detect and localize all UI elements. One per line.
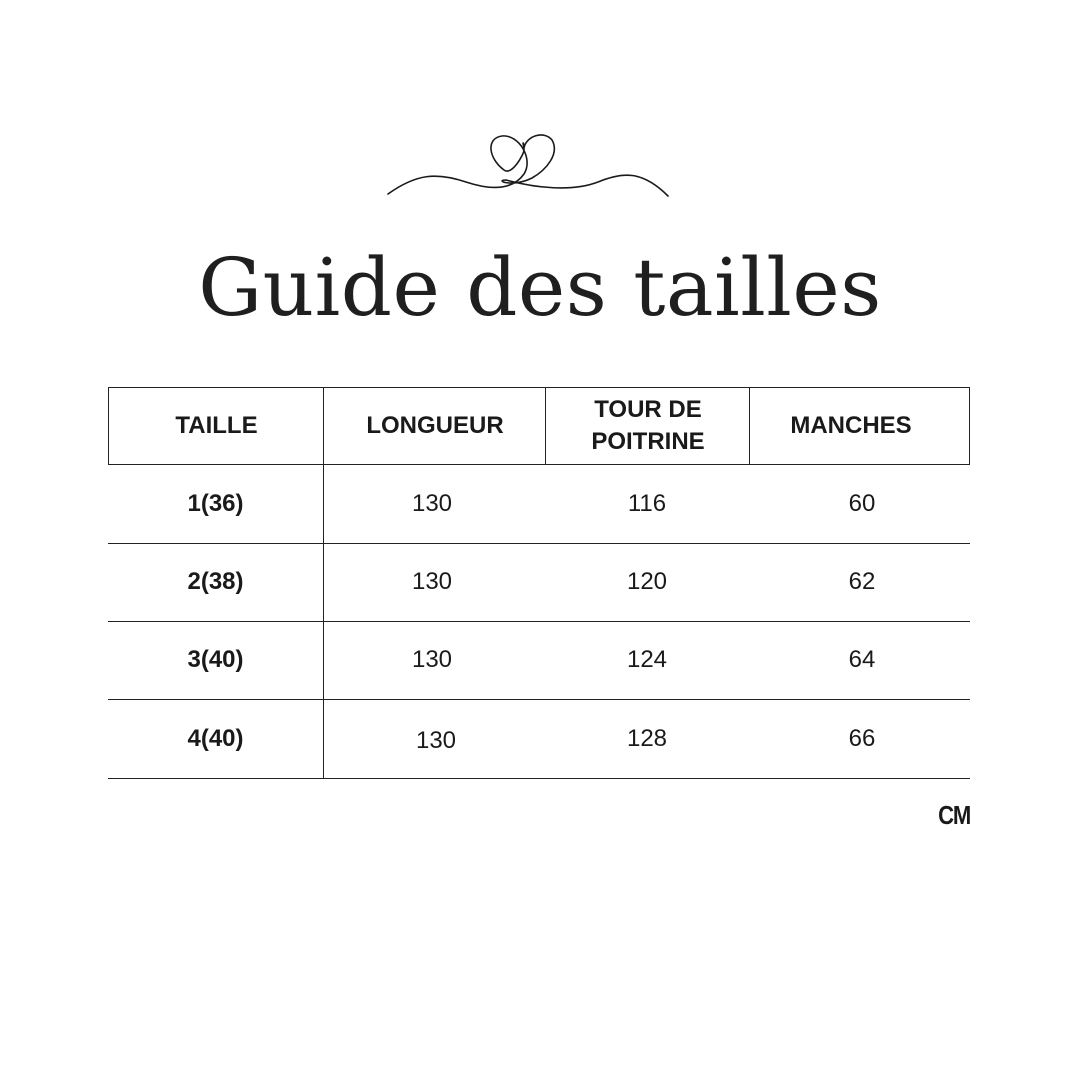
heart-swirl-icon [386, 128, 670, 200]
table-row [108, 621, 970, 700]
cell-tour: 116 [627, 490, 667, 517]
cell-manches: 64 [848, 646, 876, 673]
cell-tour: 128 [626, 725, 668, 752]
header-longueur: LONGUEUR [366, 412, 504, 439]
cell-longueur: 130 [411, 568, 453, 595]
cell-manches: 62 [848, 568, 876, 595]
table-header-row [108, 387, 970, 465]
cell-longueur: 130 [411, 646, 453, 673]
header-tour-line1: TOUR DE [594, 396, 702, 423]
size-table [108, 387, 970, 779]
column-divider [323, 465, 324, 779]
cell-longueur: 130 [411, 490, 453, 517]
cell-taille: 2(38) [187, 568, 244, 595]
cell-tour: 124 [626, 646, 668, 673]
table-row [108, 700, 970, 779]
header-tour-line2: POITRINE [591, 428, 705, 455]
unit-label: CM [938, 800, 970, 830]
header-manches: MANCHES [790, 412, 912, 439]
cell-taille: 1(36) [187, 490, 244, 517]
page-title: Guide des tailles [198, 241, 882, 334]
cell-manches: 60 [848, 490, 876, 517]
header-taille: TAILLE [175, 412, 258, 439]
cell-manches: 66 [848, 725, 876, 752]
cell-tour: 120 [626, 568, 668, 595]
cell-taille: 3(40) [187, 646, 244, 673]
table-row [108, 543, 970, 622]
table-row [108, 465, 970, 544]
cell-longueur: 130 [415, 727, 457, 754]
header-tour-de-poitrine [546, 388, 750, 464]
cell-taille: 4(40) [187, 725, 244, 752]
